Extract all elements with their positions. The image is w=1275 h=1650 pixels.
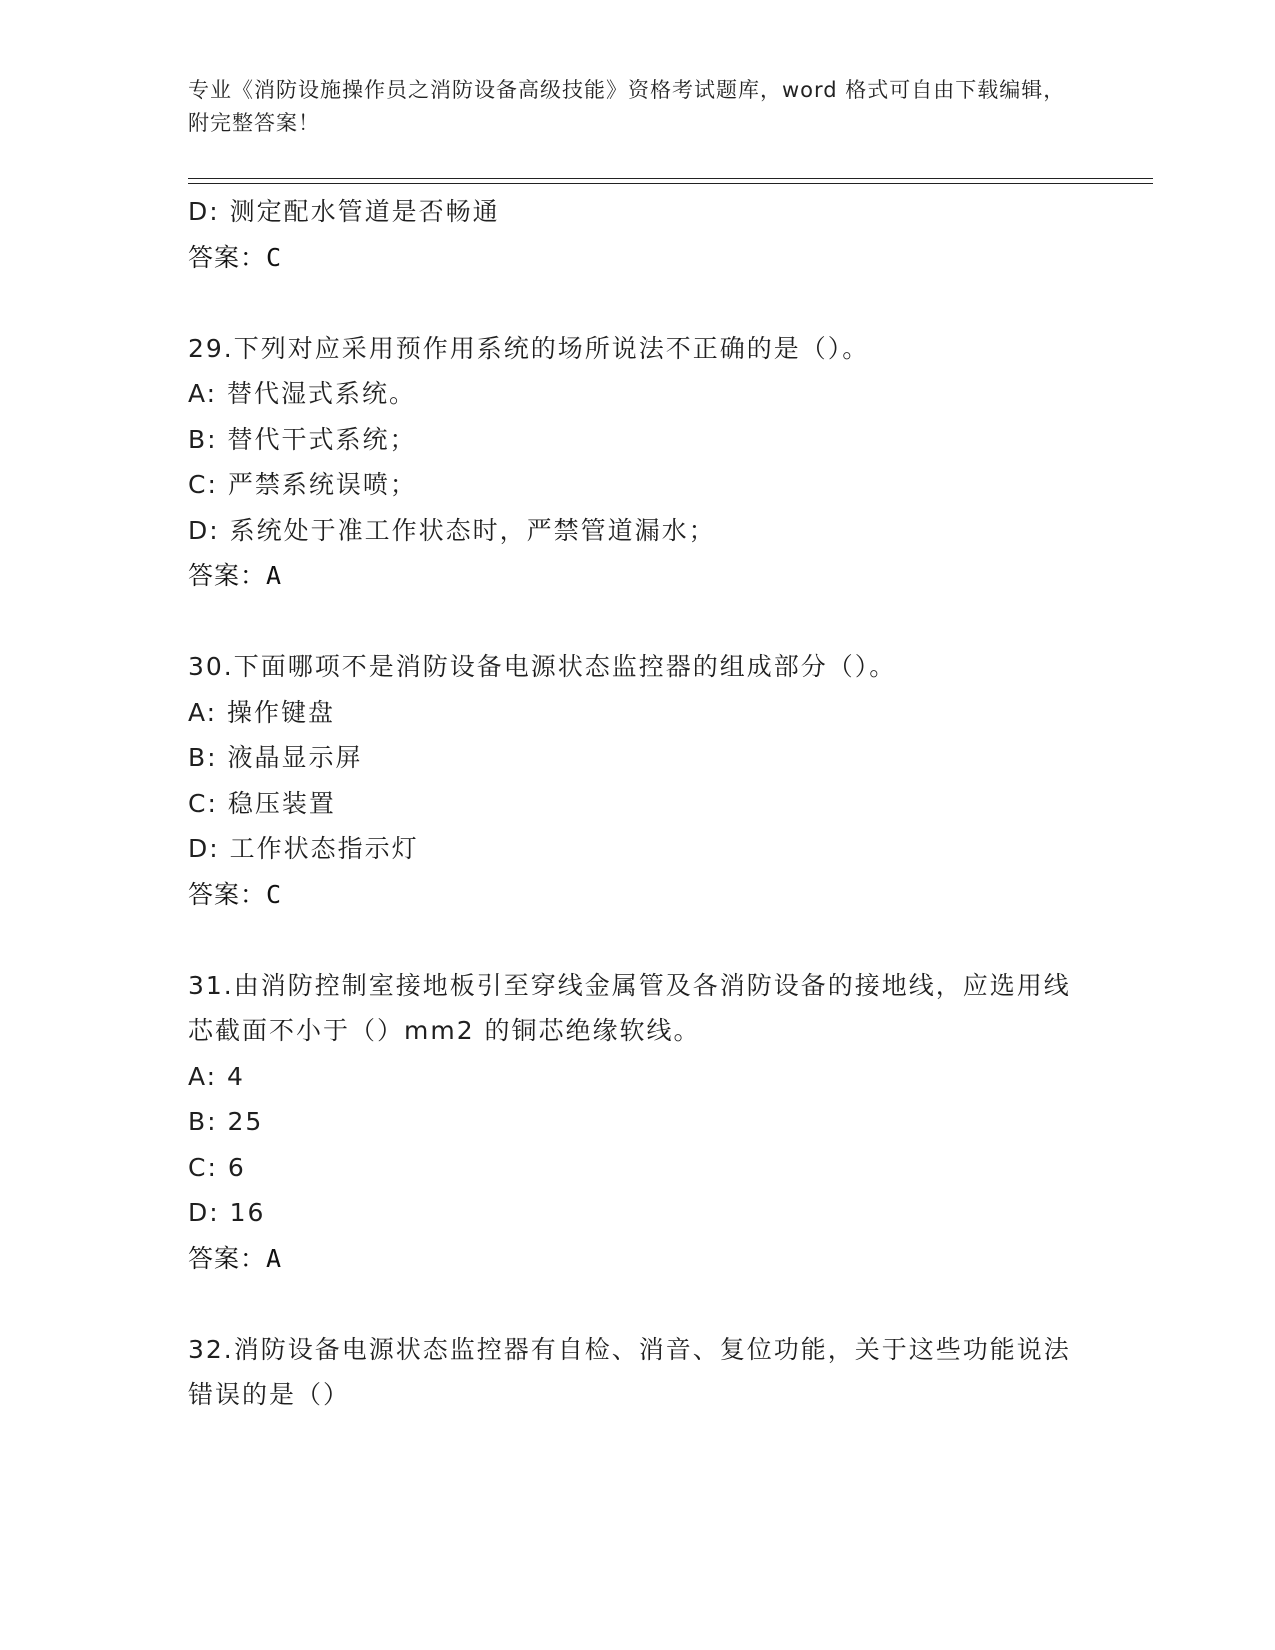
- question-stem: 30.下面哪项不是消防设备电源状态监控器的组成部分（）。: [188, 652, 897, 681]
- answer-value: C: [266, 242, 283, 272]
- option-a: A: 4: [188, 1061, 245, 1091]
- answer-line: [188, 553, 1088, 599]
- answer-label: 答案：: [188, 1243, 267, 1273]
- option-c: C: 严禁系统误喷；: [188, 470, 417, 499]
- document-header: 专业《消防设施操作员之消防设备高级技能》资格考试题库，word 格式可自由下载编辑，附完整答案！: [188, 78, 1066, 135]
- question-content: [188, 189, 1088, 1418]
- answer-label: 答案：: [188, 879, 267, 909]
- answer-label: 答案：: [188, 561, 267, 590]
- answer-value: A: [266, 1243, 283, 1273]
- question-stem: 32.消防设备电源状态监控器有自检、消音、复位功能，关于这些功能说法错误的是（）: [188, 1334, 1071, 1409]
- option-c: C: 6: [188, 1152, 246, 1182]
- header-divider-top: [188, 178, 1153, 179]
- answer-line: [188, 235, 1088, 281]
- option-d: D: 系统处于准工作状态时，严禁管道漏水；: [188, 515, 716, 545]
- answer-label: 答案：: [188, 242, 267, 272]
- option-b: B: 替代干式系统；: [188, 424, 417, 454]
- question-stem: 31.由消防控制室接地板引至穿线金属管及各消防设备的接地线，应选用线芯截面不小于（）mm2 的铜芯绝缘软线。: [188, 970, 1071, 1045]
- option-d: D: 16: [188, 1198, 266, 1227]
- option-b: B: 液晶显示屏: [188, 743, 363, 772]
- question-stem: 29.下列对应采用预作用系统的场所说法不正确的是（）。: [188, 333, 870, 363]
- option-a: A: 替代湿式系统。: [188, 379, 417, 408]
- answer-line: [188, 1236, 1088, 1282]
- option-a: A: 操作键盘: [188, 697, 336, 727]
- option-c: C: 稳压装置: [188, 788, 336, 818]
- option-d: D: 测定配水管道是否畅通: [188, 197, 500, 226]
- answer-line: [188, 872, 1088, 918]
- header-divider-bottom: [188, 183, 1153, 184]
- option-d: D: 工作状态指示灯: [188, 834, 419, 863]
- answer-value: C: [266, 879, 283, 909]
- option-b: B: 25: [188, 1107, 264, 1136]
- answer-value: A: [266, 561, 283, 590]
